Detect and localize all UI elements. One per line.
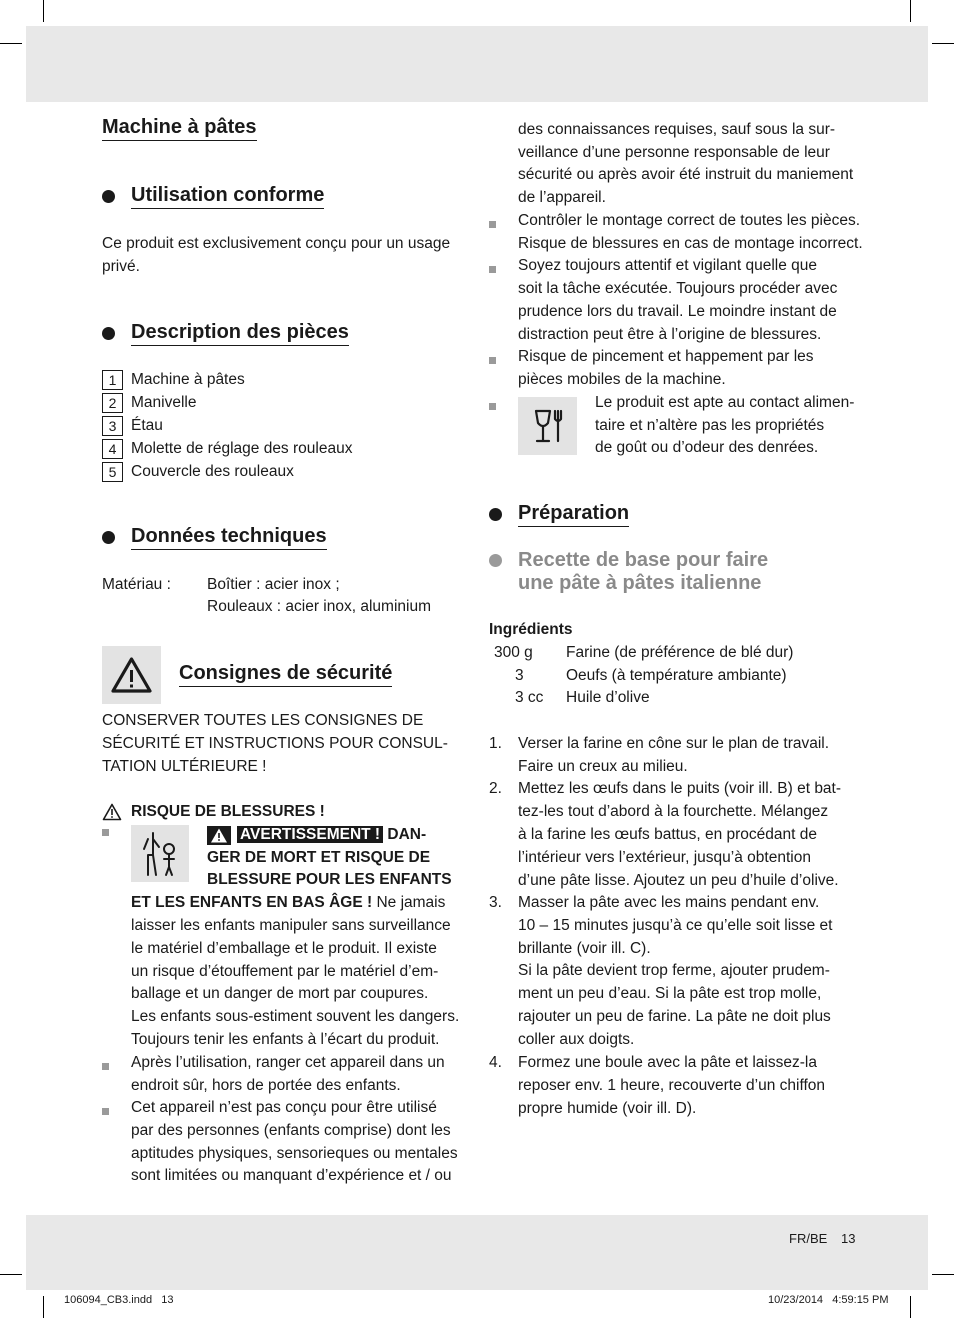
crop-mark (932, 43, 954, 44)
ingredient-item: Oeufs (à température ambiante) (566, 667, 787, 684)
footer-page-number: 13 (841, 1231, 856, 1246)
step-line: Verser la farine en cône sur le plan de travail. (518, 735, 830, 752)
heading-consignes: Consignes de sécurité (179, 662, 392, 687)
warning-icon-box (102, 646, 161, 704)
bullet-dot (102, 327, 115, 340)
montage-line-1: Contrôler le montage correct de toutes les pièces. (518, 212, 861, 229)
warning-line-3: TATION ULTÉRIEURE ! (102, 758, 267, 775)
pincement-line-1: Risque de pincement et happement par les (518, 348, 814, 365)
list-bullet (102, 1108, 109, 1115)
step-line: à la farine les œufs battus, en procédant de (518, 826, 817, 843)
list-bullet (489, 266, 496, 273)
heading-utilisation: Utilisation conforme (131, 184, 324, 209)
step-line: rajouter un peu de farine. La pâte ne doit plus (518, 1008, 831, 1025)
child-icon-box (131, 825, 189, 882)
step-number: 2. (489, 780, 502, 797)
food-line-2: taire et n’altère pas les propriétés (595, 417, 825, 434)
utilisation-text-1: Ce produit est exclusivement conçu pour un usage (102, 235, 451, 252)
part-label: Molette de réglage des rouleaux (131, 440, 353, 457)
step-line: 10 – 15 minutes jusqu’à ce qu’elle soit lisse et (518, 917, 833, 934)
crop-mark (0, 1274, 22, 1275)
bullet2-line-2: endroit sûr, hors de portée des enfants. (131, 1077, 401, 1094)
avertissement-tag: AVERTISSEMENT ! (237, 826, 383, 843)
part-number: 3 (102, 416, 123, 436)
material-label: Matériau : (102, 576, 171, 593)
bullet-dot (102, 531, 115, 544)
small-warning-icon (207, 826, 231, 845)
attentif-line-1: Soyez toujours attentif et vigilant quelle que (518, 257, 817, 274)
part-number: 1 (102, 370, 123, 390)
step-line: ment un peu d’eau. Si la pâte est trop molle, (518, 985, 822, 1002)
list-bullet (102, 829, 109, 836)
child-text-2: le matériel d’emballage et le produit. Il existe (131, 940, 437, 957)
ingredient-item: Huile d’olive (566, 689, 650, 706)
material-value-1: Boîtier : acier inox ; (207, 576, 340, 593)
avertissement-line-1 (237, 824, 426, 847)
bullet2-line-1: Après l’utilisation, ranger cet appareil dans un (131, 1054, 445, 1071)
cont-line-2: veillance d’une personne responsable de leur (518, 144, 830, 161)
crop-mark (910, 1296, 911, 1318)
part-label: Manivelle (131, 394, 197, 411)
cont-line-3: sécurité ou après avoir été instruit du maniement (518, 166, 854, 183)
step-line: coller aux doigts. (518, 1031, 635, 1048)
crop-mark (43, 0, 44, 22)
crop-mark (0, 43, 22, 44)
step-line: Masser la pâte avec les mains pendant env. (518, 894, 820, 911)
step-number: 3. (489, 894, 502, 911)
page-title: Machine à pâtes (102, 116, 257, 141)
small-warning-icon (102, 803, 122, 821)
print-file-info: 106094_CB3.indd 13 (64, 1294, 174, 1306)
heading-description: Description des pièces (131, 321, 349, 346)
child-warning-icon (131, 825, 189, 882)
ingredient-qty: 3 cc (515, 689, 544, 706)
bullet3-line-4: sont limitées ou manquant d’expérience et / ou (131, 1167, 452, 1184)
material-value-2: Rouleaux : acier inox, aluminium (207, 598, 431, 615)
ingredient-item: Farine (de préférence de blé dur) (566, 644, 794, 661)
bullet3-line-1: Cet appareil n’est pas conçu pour être utilisé (131, 1099, 437, 1116)
child-text-3: un risque d’étouffement par le matériel d’em- (131, 963, 439, 980)
ingredients-title: Ingrédients (489, 621, 573, 638)
list-bullet (489, 403, 496, 410)
crop-mark (43, 1296, 44, 1318)
glass-fork-icon (518, 397, 577, 455)
ingredient-qty: 300 g (494, 644, 533, 661)
step-number: 4. (489, 1054, 502, 1071)
child-text-5: Les enfants sous-estiment souvent les dangers. (131, 1008, 460, 1025)
step-line: l’intérieur vers l’extérieur, jusqu’à obtention (518, 849, 811, 866)
recette-heading-2: une pâte à pâtes italienne (518, 572, 762, 594)
list-bullet (489, 357, 496, 364)
cont-line-4: de l’appareil. (518, 189, 606, 206)
list-bullet (489, 221, 496, 228)
step-line: Faire un creux au milieu. (518, 758, 688, 775)
child-text-6: Toujours tenir les enfants à l’écart du produit. (131, 1031, 440, 1048)
footer-band (26, 1215, 928, 1290)
step-line: Formez une boule avec la pâte et laissez-la (518, 1054, 817, 1071)
child-text-1: laisser les enfants manipuler sans surveillance (131, 917, 451, 934)
utilisation-text-2: privé. (102, 258, 140, 275)
step-line: brillante (voir ill. C). (518, 940, 651, 957)
header-band (26, 26, 928, 102)
step-line: Si la pâte devient trop ferme, ajouter prudem- (518, 962, 830, 979)
warning-triangle-icon (102, 646, 161, 704)
bullet-dot (489, 508, 502, 521)
avertissement-bold: ET LES ENFANTS EN BAS ÂGE ! (131, 894, 373, 911)
part-number: 2 (102, 393, 123, 413)
montage-line-2: Risque de blessures en cas de montage incorrect. (518, 235, 863, 252)
avertissement-line-3: BLESSURE POUR LES ENFANTS (207, 871, 452, 888)
step-line: d’une pâte lisse. Ajoutez un peu d’huile d’olive. (518, 872, 839, 889)
heading-preparation: Préparation (518, 502, 629, 527)
bullet3-line-2: par des personnes (enfants comprise) dont les (131, 1122, 451, 1139)
child-text-4: ballage et un danger de mort par coupures. (131, 985, 429, 1002)
step-line: Mettez les œufs dans le puits (voir ill. B) et bat- (518, 780, 842, 797)
recette-heading-1: Recette de base pour faire (518, 549, 769, 571)
bullet-dot (102, 190, 115, 203)
footer-language: FR/BE (789, 1231, 828, 1246)
step-line: reposer env. 1 heure, recouverte d’un chiffon (518, 1077, 826, 1094)
part-number: 5 (102, 462, 123, 482)
avertissement-text: DAN- (387, 826, 427, 843)
attentif-line-4: distraction peut être à l’origine de blessures. (518, 326, 822, 343)
food-icon-box (518, 397, 577, 455)
bullet3-line-3: aptitudes physiques, sensorieques ou mentales (131, 1145, 458, 1162)
step-line: propre humide (voir ill. D). (518, 1100, 697, 1117)
food-line-3: de goût ou d’odeur des denrées. (595, 439, 819, 456)
pincement-line-2: pièces mobiles de la machine. (518, 371, 726, 388)
warning-line-1: CONSERVER TOUTES LES CONSIGNES DE (102, 712, 424, 729)
warning-line-2: SÉCURITÉ ET INSTRUCTIONS POUR CONSUL- (102, 735, 448, 752)
attentif-line-3: prudence lors du travail. Le moindre instant de (518, 303, 837, 320)
risque-heading: RISQUE DE BLESSURES ! (131, 803, 325, 820)
heading-donnees: Données techniques (131, 525, 327, 550)
step-line: tez-les tout d’abord à la fourchette. Mélangez (518, 803, 829, 820)
part-number: 4 (102, 439, 123, 459)
cont-line-1: des connaissances requises, sauf sous la sur- (518, 121, 836, 138)
food-line-1: Le produit est apte au contact alimen- (595, 394, 855, 411)
part-label: Couvercle des rouleaux (131, 463, 294, 480)
bullet-dot-grey (489, 554, 502, 567)
avertissement-rest: Ne jamais (372, 894, 446, 911)
part-label: Étau (131, 417, 163, 434)
crop-mark (932, 1274, 954, 1275)
attentif-line-2: soit la tâche exécutée. Toujours procéder avec (518, 280, 838, 297)
list-bullet (102, 1063, 109, 1070)
crop-mark (910, 0, 911, 22)
part-label: Machine à pâtes (131, 371, 245, 388)
avertissement-line-2: GER DE MORT ET RISQUE DE (207, 849, 431, 866)
ingredient-qty: 3 (515, 667, 524, 684)
avertissement-line-4 (131, 892, 445, 915)
step-number: 1. (489, 735, 502, 752)
print-date-info: 10/23/2014 4:59:15 PM (768, 1294, 889, 1306)
